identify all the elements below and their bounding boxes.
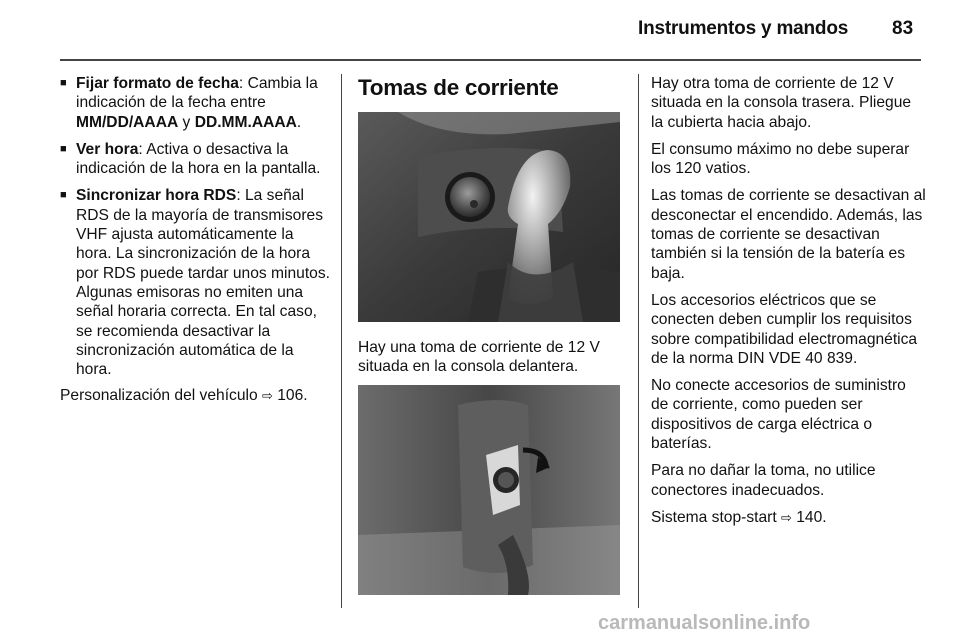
- photo-caption: Hay una toma de corriente de 12 V situada en la consola delantera.: [358, 339, 600, 376]
- date-format-mdy: MM/DD/AAAA: [76, 113, 179, 131]
- bullet-text: : Cambia la indicación de la fecha entre: [76, 75, 318, 112]
- bullet-item-show-time: [60, 140, 330, 179]
- bullet-item-rds-sync: [60, 186, 330, 379]
- front-console-socket-photo: [358, 112, 620, 322]
- paragraph: Hay otra toma de corriente de 12 V situada en la consola trasera. Pliegue la cubierta hacia abajo.: [651, 75, 912, 131]
- header-title: Instrumentos y mandos: [638, 18, 849, 39]
- bullet-text: y: [178, 113, 195, 131]
- term: Sincronizar hora RDS: [76, 187, 237, 205]
- paragraph: Las tomas de corriente se desactivan al desconectar el encendido. Además, las tomas de corriente se desactivan también si la tensión de la batería es baja.: [651, 187, 926, 282]
- reference-page[interactable]: 106.: [272, 387, 308, 405]
- bullet-text: : La señal RDS de la mayoría de transmisores VHF ajusta automáticamente la hora. La sincronización de la hora por RDS puede tardar unos minutos. Algunas emisoras no emiten una señal horaria correcta. En tal caso, se recomienda desactivar la sincronización automática de la hora.: [76, 187, 330, 379]
- bullet-item-date-format: [60, 74, 330, 132]
- section-title: Tomas de corriente: [358, 75, 559, 100]
- page-number: 83: [892, 18, 914, 39]
- column-middle: [358, 74, 626, 595]
- cross-reference: [60, 386, 330, 405]
- term: Fijar formato de fecha: [76, 75, 239, 92]
- rear-console-socket-photo: [358, 385, 620, 595]
- bullet-square-icon: ■: [60, 77, 67, 89]
- bullet-text: .: [296, 113, 302, 131]
- column-left: [60, 74, 330, 414]
- arrow-right-icon: ⇨: [781, 509, 792, 525]
- column-divider-right: [638, 74, 639, 608]
- paragraph: No conecte accesorios de suministro de corriente, como pueden ser dispositivos de carga eléctrica o baterías.: [651, 377, 906, 453]
- bullet-text: : Activa o desactiva la indicación de la hora en la pantalla.: [76, 140, 321, 178]
- column-divider-left: [341, 74, 342, 608]
- reference-link[interactable]: Personalización del vehículo: [60, 387, 258, 405]
- reference-link[interactable]: Sistema stop-start: [651, 508, 777, 526]
- bullet-square-icon: ■: [60, 189, 67, 202]
- date-format-dmy: DD.MM.AAAA: [194, 113, 297, 131]
- column-right: [651, 74, 926, 535]
- header-rule: [60, 59, 921, 61]
- paragraph: Los accesorios eléctricos que se conecten deben cumplir los requisitos sobre compatibilidad electromagnética de la norma DIN VDE 40 839.: [651, 291, 918, 367]
- watermark: carmanualsonline.info: [598, 612, 811, 634]
- reference-page[interactable]: 140.: [791, 508, 827, 526]
- arrow-right-icon: ⇨: [261, 388, 273, 404]
- paragraph: El consumo máximo no debe superar los 120 vatios.: [651, 140, 910, 178]
- paragraph: Para no dañar la toma, no utilice conectores inadecuados.: [651, 462, 876, 499]
- cross-reference: [651, 508, 926, 527]
- bullet-square-icon: ■: [60, 142, 67, 155]
- term: Ver hora: [76, 140, 139, 158]
